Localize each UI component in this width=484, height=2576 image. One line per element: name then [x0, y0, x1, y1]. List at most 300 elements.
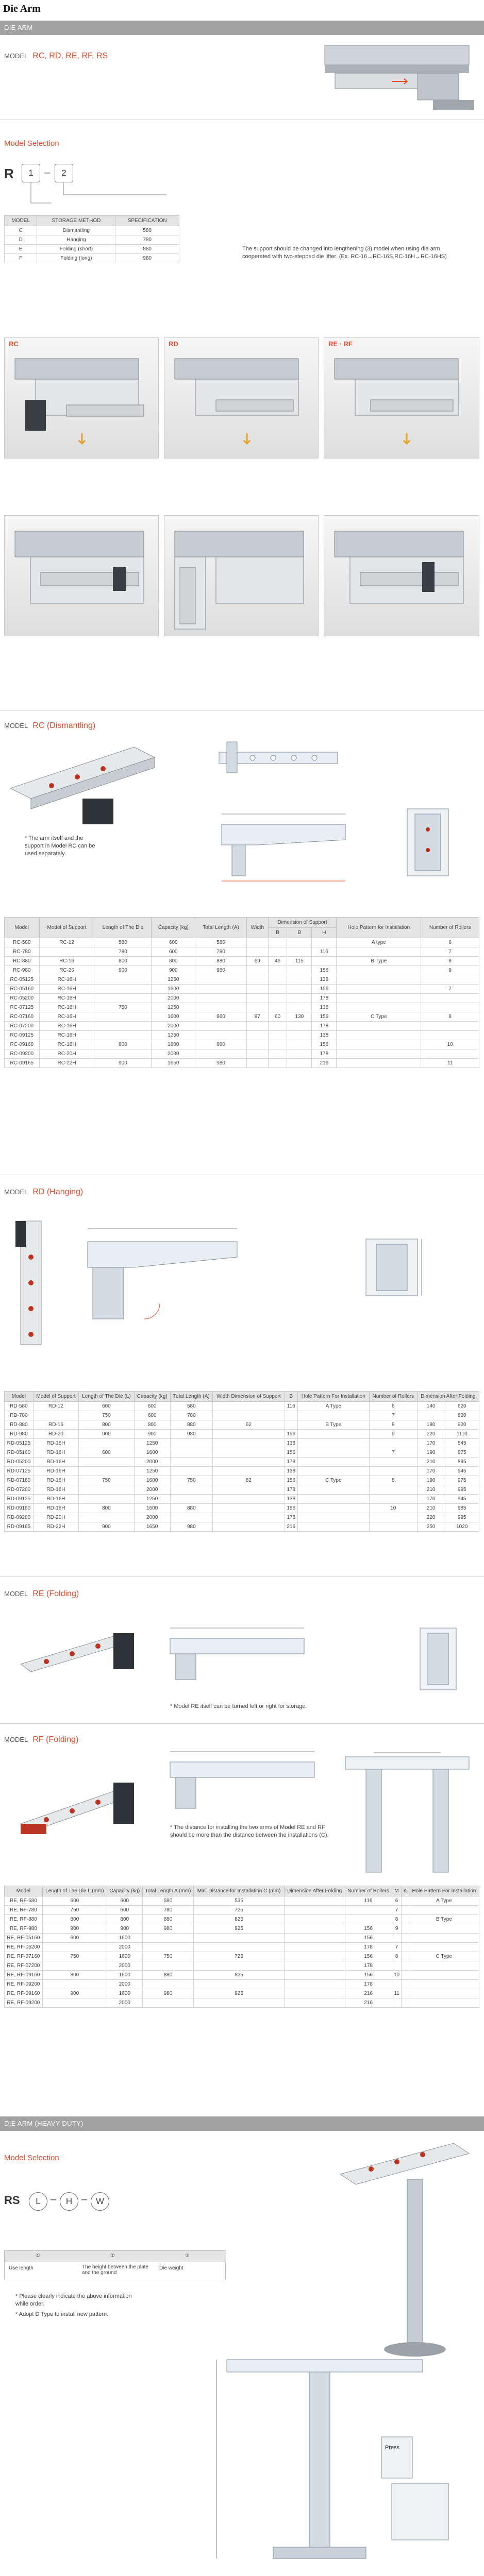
table-cell: 190 [417, 1476, 445, 1485]
table-cell: RC-780 [5, 947, 40, 957]
table-cell [246, 947, 268, 957]
table-cell: 975 [445, 1476, 479, 1485]
table-cell [195, 975, 247, 985]
table-cell [287, 1040, 312, 1049]
table-cell [297, 1522, 369, 1532]
table-cell [94, 975, 152, 985]
table-row [5, 1022, 479, 1031]
table-cell: 156 [312, 966, 337, 975]
col-header: Total Length A (mm) [142, 1886, 194, 1896]
table-cell: 6 [369, 1402, 417, 1411]
table-cell: 210 [417, 1458, 445, 1467]
table-cell [297, 1485, 369, 1495]
table-cell: 1650 [134, 1522, 170, 1532]
table-row [5, 1031, 479, 1040]
table-cell [284, 1896, 345, 1906]
table-cell: RD-880 [5, 1420, 34, 1430]
table-cell: RD-16H [33, 1495, 78, 1504]
table-cell: 216 [345, 1998, 392, 2008]
table-cell: 580 [170, 1402, 212, 1411]
table-cell: 800 [134, 1420, 170, 1430]
rd-side-drawing [77, 1221, 247, 1345]
table-cell [195, 1003, 247, 1012]
table-cell: 600 [152, 938, 195, 947]
photo-panel-rd-installed [164, 515, 319, 636]
table-cell [402, 1952, 409, 1961]
table-cell: 250 [417, 1522, 445, 1532]
table-cell [392, 1998, 402, 2008]
table-cell: 62 [213, 1420, 285, 1430]
table-cell [142, 1980, 194, 1989]
table-cell [284, 1924, 345, 1934]
table-cell: 8 [392, 1915, 402, 1924]
table-cell [284, 1952, 345, 1961]
table-cell [409, 1971, 479, 1980]
legend-item-length: Use length [9, 2265, 34, 2271]
table-cell [345, 1906, 392, 1915]
table-cell: 900 [94, 966, 152, 975]
table-row [5, 1040, 479, 1049]
table-cell: 138 [312, 975, 337, 985]
table-cell [213, 1439, 285, 1448]
table-cell: RC-05125 [5, 975, 40, 985]
table-cell: 210 [417, 1504, 445, 1513]
table-cell: 1020 [445, 1522, 479, 1532]
table-cell: RC-05160 [5, 985, 40, 994]
rd-model-line [4, 1188, 83, 1197]
table-cell [195, 1022, 247, 1031]
table-cell: 140 [417, 1402, 445, 1411]
table-cell: 900 [107, 1924, 142, 1934]
table-cell [246, 1059, 268, 1068]
rf-installation-drawing [340, 1747, 474, 1875]
table-cell: 82 [213, 1476, 285, 1485]
table-cell: 995 [445, 1513, 479, 1522]
table-cell [312, 938, 337, 947]
table-cell: RC-16H [39, 1003, 94, 1012]
table-cell [337, 947, 421, 957]
col-header: Model [5, 918, 40, 938]
rd-end-view-drawing [361, 1229, 428, 1306]
rs-code-box-h: H [60, 2192, 78, 2211]
table-cell: 178 [285, 1485, 297, 1495]
table-cell [312, 957, 337, 966]
table-cell: RC-16H [39, 985, 94, 994]
col-header: Width Dimension of Support [213, 1392, 285, 1402]
table-cell [284, 1961, 345, 1971]
table-row [5, 1504, 479, 1513]
table-cell [284, 1998, 345, 2008]
col-header: Width [246, 918, 268, 938]
table-cell: C Type [337, 1012, 421, 1022]
table-cell [285, 1420, 297, 1430]
table-cell [337, 994, 421, 1003]
code-box-1: 1 [22, 164, 40, 182]
table-cell [246, 1040, 268, 1049]
table-cell: 800 [94, 957, 152, 966]
table-cell: 156 [285, 1476, 297, 1485]
rd-product-illustration [10, 1216, 57, 1350]
table-cell [369, 1522, 417, 1532]
cell: 880 [115, 245, 179, 254]
table-cell: 178 [345, 1961, 392, 1971]
table-cell [268, 975, 287, 985]
table-cell: RD-20H [33, 1513, 78, 1522]
table-cell: 1600 [134, 1504, 170, 1513]
col-header: Dimension of Support [268, 918, 337, 928]
re-title: RE (Folding) [32, 1589, 79, 1598]
re-note: * Model RE itself can be turned left or right for storage. [170, 1703, 307, 1709]
col-header: Total Length (A) [170, 1392, 212, 1402]
table-cell: 895 [445, 1458, 479, 1467]
col-header: Number of Rollers [421, 918, 479, 938]
table-row [5, 1513, 479, 1522]
table-row [5, 254, 179, 263]
table-cell: RC-09165 [5, 1059, 40, 1068]
table-cell: 600 [134, 1411, 170, 1420]
table-cell: 115 [287, 957, 312, 966]
table-cell: RC-07160 [5, 1012, 40, 1022]
table-cell: RC-20H [39, 1049, 94, 1059]
table-cell: 1600 [134, 1448, 170, 1458]
table-cell [79, 1495, 135, 1504]
table-cell [284, 1915, 345, 1924]
cell: C [5, 226, 37, 235]
table-row [5, 1961, 479, 1971]
page-title: Die Arm [3, 3, 41, 14]
table-cell [284, 1980, 345, 1989]
rf-product-illustration [10, 1772, 144, 1844]
table-row [5, 1430, 479, 1439]
table-cell [402, 1906, 409, 1915]
rf-drawing [165, 1747, 320, 1819]
col-header: Hole Pattern For Installation [409, 1886, 479, 1896]
table-cell: 8 [392, 1952, 402, 1961]
table-cell: 170 [417, 1467, 445, 1476]
table-cell: 580 [142, 1896, 194, 1906]
table-cell: 9 [392, 1924, 402, 1934]
table-row [5, 1476, 479, 1485]
table-cell: RD-16H [33, 1485, 78, 1495]
code-dash: – [81, 2194, 88, 2205]
table-cell [170, 1485, 212, 1495]
cell: 980 [115, 254, 179, 263]
table-cell: 900 [79, 1522, 135, 1532]
re-product-illustration [10, 1623, 144, 1685]
table-cell: 900 [79, 1430, 135, 1439]
table-cell: 2000 [134, 1485, 170, 1495]
table-cell [421, 1003, 479, 1012]
table-cell [94, 1012, 152, 1022]
table-cell: 1250 [134, 1439, 170, 1448]
table-cell: RC-20 [39, 966, 94, 975]
table-row [5, 966, 479, 975]
table-cell [402, 1980, 409, 1989]
table-cell [213, 1522, 285, 1532]
table-row [5, 1467, 479, 1476]
table-cell [337, 1031, 421, 1040]
table-cell: 750 [42, 1906, 107, 1915]
table-cell [42, 1980, 107, 1989]
table-cell [213, 1411, 285, 1420]
table-cell: 87 [246, 1012, 268, 1022]
col-model: MODEL [5, 216, 37, 226]
re-end-view-drawing [412, 1623, 464, 1695]
model-label: MODEL [4, 52, 28, 60]
table-cell: RC-16H [39, 1022, 94, 1031]
table-cell [268, 1022, 287, 1031]
table-cell: 1110 [445, 1430, 479, 1439]
table-cell: 880 [170, 1420, 212, 1430]
table-cell [337, 985, 421, 994]
table-row [5, 1402, 479, 1411]
table-cell: 210 [417, 1485, 445, 1495]
table-cell: 10 [369, 1504, 417, 1513]
col-header: Model of Support [33, 1392, 78, 1402]
table-cell [213, 1402, 285, 1411]
table-cell [392, 1980, 402, 1989]
section-bar-die-arm: DIE ARM [0, 21, 484, 35]
table-cell: 725 [194, 1906, 285, 1915]
table-cell: 116 [345, 1896, 392, 1906]
table-cell: 1650 [152, 1059, 195, 1068]
table-row [5, 1971, 479, 1980]
table-cell [170, 1458, 212, 1467]
model-selection-title: Model Selection [4, 139, 59, 148]
table-cell: 750 [170, 1476, 212, 1485]
legend-num: ③ [185, 2253, 190, 2259]
table-cell [337, 966, 421, 975]
table-cell [297, 1504, 369, 1513]
col-header: Number of Rollers [369, 1392, 417, 1402]
table-cell: 8 [369, 1420, 417, 1430]
table-cell [268, 938, 287, 947]
table-cell [213, 1430, 285, 1439]
table-cell: 900 [134, 1430, 170, 1439]
table-cell [297, 1430, 369, 1439]
table-cell [195, 994, 247, 1003]
rc-table-body [5, 938, 479, 1068]
table-cell [287, 1022, 312, 1031]
table-cell: RE, RF-09200 [5, 1980, 43, 1989]
table-cell: 980 [195, 966, 247, 975]
table-cell [287, 1031, 312, 1040]
table-row [5, 1439, 479, 1448]
table-cell: 216 [285, 1522, 297, 1532]
table-cell: 7 [392, 1943, 402, 1952]
table-cell [402, 1998, 409, 2008]
table-cell [409, 1980, 479, 1989]
cell: 580 [115, 226, 179, 235]
table-cell: RC-22H [39, 1059, 94, 1068]
table-cell: RE, RF-09200 [5, 1998, 43, 2008]
table-cell: 156 [312, 1012, 337, 1022]
table-cell: 800 [79, 1420, 135, 1430]
table-cell: 995 [445, 1485, 479, 1495]
table-cell [194, 1998, 285, 2008]
rc-product-illustration [5, 742, 170, 829]
table-cell: 780 [195, 947, 247, 957]
table-cell [246, 994, 268, 1003]
table-cell [94, 994, 152, 1003]
table-cell [402, 1943, 409, 1952]
legend-num: ② [110, 2253, 115, 2259]
cell: Folding (long) [37, 254, 115, 263]
table-row [5, 1495, 479, 1504]
table-cell: RD-07125 [5, 1467, 34, 1476]
table-cell: B Type [297, 1420, 369, 1430]
table-cell: 1250 [134, 1495, 170, 1504]
table-cell [369, 1439, 417, 1448]
table-cell [94, 985, 152, 994]
sub-header: B [287, 928, 312, 938]
table-cell: RE, RF-05200 [5, 1943, 43, 1952]
table-cell: 1600 [107, 1934, 142, 1943]
table-row [5, 1012, 479, 1022]
table-cell [246, 975, 268, 985]
table-cell [409, 1934, 479, 1943]
table-cell: 750 [42, 1952, 107, 1961]
table-cell [287, 966, 312, 975]
table-cell: 156 [285, 1430, 297, 1439]
table-row [5, 1934, 479, 1943]
table-cell [297, 1411, 369, 1420]
table-cell [297, 1439, 369, 1448]
cell: 780 [115, 235, 179, 245]
col-spec: SPECIFICATION [115, 216, 179, 226]
rc-spec-table [4, 917, 479, 1068]
table-cell: 138 [312, 1003, 337, 1012]
table-cell: 900 [152, 966, 195, 975]
table-cell: 138 [285, 1467, 297, 1476]
table-cell: 7 [421, 947, 479, 957]
rf-note: * The distance for installing the two arms of Model RE and RF should be more than the distance between the installations (C). [170, 1824, 329, 1838]
rs-product-illustration [335, 2138, 479, 2365]
table-cell: 1600 [107, 1971, 142, 1980]
table-cell [246, 1003, 268, 1012]
table-cell: 780 [94, 947, 152, 957]
table-cell: RE, RF-09160 [5, 1989, 43, 1998]
table-row [5, 245, 179, 254]
table-cell: 2000 [107, 1943, 142, 1952]
table-cell: 880 [142, 1971, 194, 1980]
table-cell: 156 [285, 1448, 297, 1458]
table-cell: 180 [417, 1420, 445, 1430]
table-cell [417, 1411, 445, 1420]
table-cell: 178 [312, 1049, 337, 1059]
table-cell: 580 [195, 938, 247, 947]
rc-note: * The arm itself and the support in Model RC can be used separately. [25, 835, 95, 857]
rs-code-box-w: W [91, 2192, 109, 2211]
table-cell: B Type [337, 957, 421, 966]
table-cell [421, 975, 479, 985]
table-cell [284, 1943, 345, 1952]
table-cell: RC-880 [5, 957, 40, 966]
panel-label-rd: RD [169, 340, 178, 348]
table-cell: RD-780 [5, 1411, 34, 1420]
table-cell [94, 1049, 152, 1059]
table-cell: RC-16H [39, 994, 94, 1003]
table-cell: 138 [285, 1439, 297, 1448]
table-cell: RC-09160 [5, 1040, 40, 1049]
table-row [5, 1998, 479, 2008]
table-cell [409, 1924, 479, 1934]
table-cell: 156 [312, 1040, 337, 1049]
table-cell: 780 [170, 1411, 212, 1420]
table-cell: 116 [285, 1402, 297, 1411]
table-cell: 750 [79, 1411, 135, 1420]
table-cell: 6 [392, 1896, 402, 1906]
col-storage: STORAGE METHOD [37, 216, 115, 226]
table-cell: RD-07200 [5, 1485, 34, 1495]
table-cell: 980 [170, 1430, 212, 1439]
legend-num: ① [36, 2253, 40, 2259]
table-cell: 600 [134, 1402, 170, 1411]
section-bar-heavy-duty: DIE ARM (HEAVY DUTY) [0, 2116, 484, 2131]
table-cell: RD-12 [33, 1402, 78, 1411]
table-cell [284, 1934, 345, 1943]
table-cell [94, 1022, 152, 1031]
table-cell [42, 1943, 107, 1952]
table-cell: 875 [445, 1448, 479, 1458]
col-header: Hole Pattern For Installation [297, 1392, 369, 1402]
cell: Folding (short) [37, 245, 115, 254]
table-cell: 1250 [134, 1467, 170, 1476]
table-cell: 9 [421, 966, 479, 975]
table-cell [369, 1458, 417, 1467]
table-cell [268, 966, 287, 975]
code-dash: – [51, 2194, 57, 2205]
table-cell [142, 1934, 194, 1943]
photo-panel-re-rf-installed [324, 515, 479, 636]
table-cell: 620 [445, 1402, 479, 1411]
hero-illustration [314, 40, 479, 117]
table-row [5, 975, 479, 985]
cell: Dismantling [37, 226, 115, 235]
table-cell: 925 [194, 1989, 285, 1998]
table-cell [297, 1458, 369, 1467]
table-row [5, 947, 479, 957]
table-cell: 6 [421, 938, 479, 947]
table-cell: RD-16 [33, 1420, 78, 1430]
table-cell: 825 [194, 1971, 285, 1980]
table-cell: 8 [369, 1476, 417, 1485]
table-cell [39, 947, 94, 957]
table-cell: C Type [297, 1476, 369, 1485]
table-cell [213, 1458, 285, 1467]
table-cell: RD-16H [33, 1476, 78, 1485]
table-cell [142, 1943, 194, 1952]
table-row [5, 1980, 479, 1989]
table-cell: RD-980 [5, 1430, 34, 1439]
table-cell [268, 994, 287, 1003]
table-row [5, 957, 479, 966]
table-row [5, 1943, 479, 1952]
sub-header: H [312, 928, 337, 938]
table-cell: 1600 [152, 1012, 195, 1022]
model-codes: RC, RD, RE, RF, RS [32, 52, 108, 60]
code-box-2: 2 [55, 164, 73, 182]
table-cell: RD-05125 [5, 1439, 34, 1448]
table-cell: 1250 [152, 1031, 195, 1040]
table-cell: 156 [345, 1934, 392, 1943]
table-cell: 170 [417, 1495, 445, 1504]
table-cell [402, 1934, 409, 1943]
table-cell: 725 [194, 1952, 285, 1961]
table-cell [79, 1467, 135, 1476]
table-row [5, 1448, 479, 1458]
table-row [5, 985, 479, 994]
